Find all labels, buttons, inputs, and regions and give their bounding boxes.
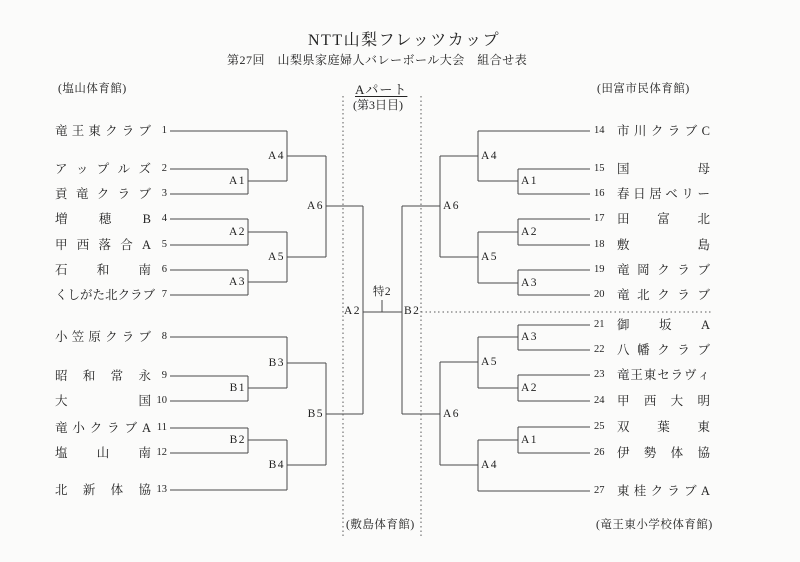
team-row: [55, 211, 167, 227]
team-name: 双 葉 東: [617, 420, 710, 434]
team-row: [55, 186, 167, 202]
match-label: A2: [228, 226, 246, 238]
team-row: [55, 237, 167, 253]
team-name: 竜 岡 ク ラ ブ: [617, 263, 710, 277]
team-row: [594, 342, 710, 358]
team-name: 塩 山 南: [55, 446, 151, 460]
team-row: [594, 161, 710, 177]
team-row: [55, 368, 167, 384]
part-label: Aパート: [355, 82, 408, 97]
team-name: 市 川 ク ラ ブ C: [617, 124, 710, 138]
team-row: [594, 237, 710, 253]
team-row: [594, 211, 710, 227]
match-label: A3: [521, 277, 539, 289]
team-name: 増 穂 B: [55, 212, 151, 226]
venue-label-top-left: (塩山体育館): [58, 83, 127, 95]
final-match-label-right: B2: [404, 305, 421, 317]
team-name: 竜 北 ク ラ ブ: [617, 288, 710, 302]
match-label: A5: [481, 251, 499, 263]
team-seed-number: 2: [161, 163, 167, 174]
team-seed-number: 22: [594, 344, 605, 355]
special-match-label: 特2: [372, 286, 392, 298]
team-row: [55, 329, 167, 345]
team-seed-number: 12: [156, 447, 167, 458]
venue-label-bottom-right: (竜王東小学校体育館): [596, 519, 713, 531]
team-seed-number: 7: [161, 289, 167, 300]
match-label: A6: [443, 200, 461, 212]
team-row: [55, 482, 167, 498]
team-row: [594, 123, 710, 139]
page-title: NTT山梨フレッツカップ: [308, 32, 501, 49]
match-label: A4: [481, 150, 499, 162]
team-seed-number: 15: [594, 163, 605, 174]
team-seed-number: 9: [161, 370, 167, 381]
team-name: 伊 勢 体 協: [617, 446, 710, 460]
team-row: [55, 123, 167, 139]
team-name: 竜 王 東 セ ラ ヴ ィ: [617, 368, 710, 382]
team-seed-number: 27: [594, 485, 605, 496]
team-seed-number: 18: [594, 239, 605, 250]
match-label: B3: [268, 357, 285, 369]
team-row: [55, 420, 167, 436]
team-name: 甲 西 落 合 A: [55, 238, 151, 252]
match-label: A2: [521, 226, 539, 238]
match-label: A3: [228, 276, 246, 288]
team-row: [594, 445, 710, 461]
match-label: B2: [229, 434, 246, 446]
match-label: B1: [229, 382, 246, 394]
match-label: A5: [481, 356, 499, 368]
match-label: A6: [443, 408, 461, 420]
team-name: 御 坂 A: [617, 318, 710, 332]
team-name: 甲 西 大 明: [617, 394, 710, 408]
team-name: 北 新 体 協: [55, 483, 151, 497]
match-label: A1: [521, 434, 539, 446]
day-label: (第3日目): [353, 98, 403, 112]
team-row: [55, 287, 167, 303]
team-name: 大 国: [55, 394, 151, 408]
match-label: B4: [268, 459, 285, 471]
team-row: [594, 262, 710, 278]
team-name: 竜 小 ク ラ ブ A: [55, 421, 151, 435]
match-label: A4: [481, 459, 499, 471]
venue-label-bottom-center: (敷島体育館): [346, 519, 415, 531]
team-name: 八 幡 ク ラ ブ: [617, 343, 710, 357]
final-match-label-left: A2: [343, 305, 361, 317]
team-seed-number: 24: [594, 395, 605, 406]
team-seed-number: 23: [594, 369, 605, 380]
team-seed-number: 5: [161, 239, 167, 250]
team-seed-number: 19: [594, 264, 605, 275]
team-row: [594, 186, 710, 202]
team-seed-number: 14: [594, 125, 605, 136]
team-seed-number: 4: [161, 213, 167, 224]
team-seed-number: 8: [161, 331, 167, 342]
match-label: A5: [267, 251, 285, 263]
team-name: 貢 竜 ク ラ ブ: [55, 187, 151, 201]
team-seed-number: 3: [161, 188, 167, 199]
venue-label-top-right: (田富市民体育館): [597, 83, 690, 95]
match-label: A2: [521, 382, 539, 394]
team-row: [55, 262, 167, 278]
team-row: [55, 161, 167, 177]
team-row: [594, 393, 710, 409]
team-seed-number: 1: [161, 125, 167, 136]
match-label: A4: [267, 150, 285, 162]
match-label: A1: [228, 175, 246, 187]
team-name: く し が た 北 ク ラ ブ: [55, 288, 156, 302]
team-name: ア ッ プ ル ズ: [55, 162, 151, 176]
team-seed-number: 25: [594, 421, 605, 432]
team-name: 国 母: [617, 162, 710, 176]
team-name: 田 富 北: [617, 212, 710, 226]
team-name: 竜 王 東 ク ラ ブ: [55, 124, 151, 138]
team-seed-number: 16: [594, 188, 605, 199]
team-seed-number: 20: [594, 289, 605, 300]
match-label: A1: [521, 175, 539, 187]
team-row: [594, 367, 710, 383]
team-row: [55, 393, 167, 409]
team-seed-number: 11: [156, 422, 167, 433]
team-seed-number: 21: [594, 319, 605, 330]
team-seed-number: 10: [156, 395, 167, 406]
team-name: 石 和 南: [55, 263, 151, 277]
match-label: B5: [307, 408, 324, 420]
team-row: [594, 419, 710, 435]
match-label: A3: [521, 331, 539, 343]
team-row: [594, 483, 710, 499]
team-name: 東 桂 ク ラ ブ A: [617, 484, 710, 498]
team-seed-number: 17: [594, 213, 605, 224]
team-row: [594, 317, 710, 333]
team-seed-number: 26: [594, 447, 605, 458]
match-label: A6: [306, 200, 324, 212]
team-row: [55, 445, 167, 461]
team-seed-number: 6: [161, 264, 167, 275]
team-name: 春 日 居 ベ リ ー: [617, 187, 710, 201]
team-seed-number: 13: [156, 484, 167, 495]
team-name: 昭 和 常 永: [55, 369, 151, 383]
team-row: [594, 287, 710, 303]
page-subtitle: 第27回 山梨県家庭婦人バレーボール大会 組合せ表: [227, 53, 528, 67]
team-name: 小 笠 原 ク ラ ブ: [55, 330, 151, 344]
team-name: 敷 島: [617, 238, 710, 252]
